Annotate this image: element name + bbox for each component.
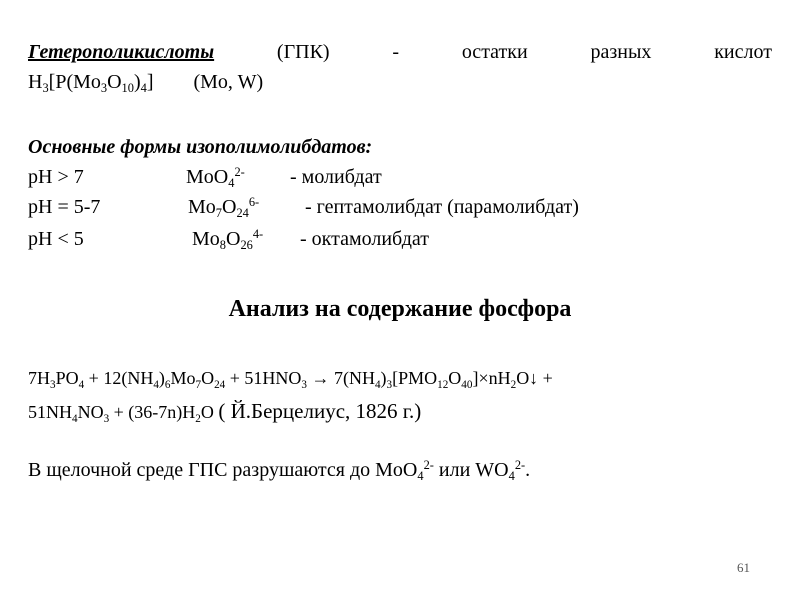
intro-word: остатки <box>461 41 528 63</box>
intro-word: разных <box>590 41 652 63</box>
form-row <box>28 193 788 221</box>
citation: ( Й.Берцелиус, 1826 г.) <box>218 399 422 423</box>
ph-condition: pH < 5 <box>28 228 84 250</box>
ion-name: - гептамолибдат (парамолибдат) <box>305 196 579 218</box>
ph-condition: pH > 7 <box>28 166 84 188</box>
ion-formula: $Mo_8O_{26}^{4-}$ <box>192 227 264 252</box>
ion-formula: MoO$_4^{2-}$ <box>186 165 245 190</box>
intro-word: - <box>392 41 400 63</box>
heteropoly-formula: $H_3[P(Mo_3O_{10})_4]$ <box>28 71 154 95</box>
ion-name: - октамолибдат <box>300 228 430 250</box>
ion-name: - молибдат <box>290 166 382 188</box>
section-heading: Анализ на содержание фосфора <box>228 296 572 322</box>
intro-word: (ГПК) <box>276 41 330 63</box>
heteropoly-formula-line <box>28 68 263 96</box>
conclusion-line: В щелочной среде ГПС разрушаются до MoO$_4^{2-}$ или $WO_4^{2-}$. <box>28 458 531 483</box>
form-row <box>28 163 788 191</box>
reaction-equation: $7H_3PO_4 + 12(NH_4)_6Mo_7O_{24} + 51HNO_3$ → $7(NH_4)_3[PMO_{12}O_{40}]\times nH_2O↓$ + <box>28 368 553 391</box>
ion-formula: $Mo_7O_{24}^{6-}$ <box>188 195 260 220</box>
metals-note: (Mo, W) <box>193 71 264 93</box>
ph-condition: pH = 5-7 <box>28 196 101 218</box>
page-number: 61 <box>737 560 750 575</box>
forms-title: Основные формы изополимолибдатов: <box>28 136 373 158</box>
intro-word: кислот <box>714 41 772 63</box>
reaction-equation-continued: $51NH_4NO_3 + (36-7n)H_2O$ ( Й.Берцелиус, 1826 г.) <box>28 399 422 425</box>
term-gpk: Гетерополикислоты <box>28 41 215 63</box>
intro-line <box>28 38 772 66</box>
form-row <box>28 225 788 253</box>
